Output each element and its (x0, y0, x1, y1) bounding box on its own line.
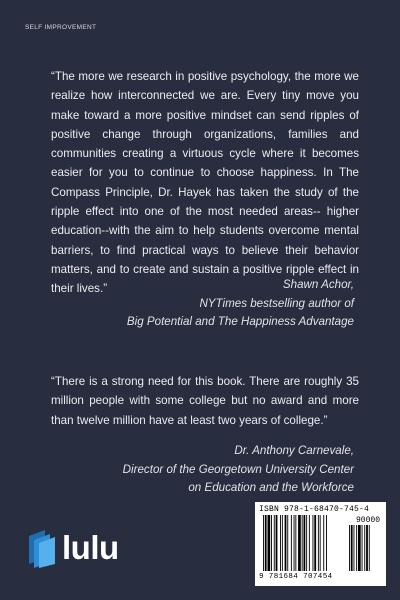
quote-carnevale: “There is a strong need for this book. There are roughly 35 million people with some college but no award and more than twelve million have at least two years of college.” (51, 375, 359, 427)
category-label: SELF IMPROVEMENT (25, 24, 97, 31)
publisher-name: lulu (62, 529, 119, 566)
attribution-author: Shawn Achor, (282, 278, 354, 291)
attribution-carnevale (123, 442, 354, 498)
attribution-credential: on Education and the Workforce (188, 481, 354, 494)
barcode-digits: 9 781684 707454 (259, 573, 333, 581)
quote-achor: “The more we research in positive psychology, the more we realize how interconnected we are. Every tiny move you make toward a more positive mindset can send ripples of positive change through organizations, families and communities creating a virtuous cycle where it becomes easier for you to continue to choose happiness. In The Compass Principle, Dr. Hayek has taken the study of the ripple effect into one of the most needed areas-- higher education--with the aim to help students overcome mental barriers, to find practical ways to believe their behavior matters, and to create and sustain a positive ripple effect in their lives.” (51, 70, 359, 296)
isbn-number: ISBN 978-1-68470-745-4 (259, 505, 370, 514)
attribution-credential: Director of the Georgetown University Center (122, 462, 354, 476)
price-code: 90000 (355, 516, 380, 525)
attribution-credential: Big Potential and The Happiness Advantage (126, 315, 354, 328)
publisher-logo (25, 528, 119, 568)
attribution-achor (127, 276, 354, 332)
lulu-book-icon (25, 528, 59, 568)
attribution-author: Dr. Anthony Carnevale, (234, 444, 354, 457)
isbn-barcode (255, 502, 386, 586)
attribution-credential: NYTimes bestselling author of (199, 296, 354, 310)
barcode-bars (261, 515, 381, 573)
